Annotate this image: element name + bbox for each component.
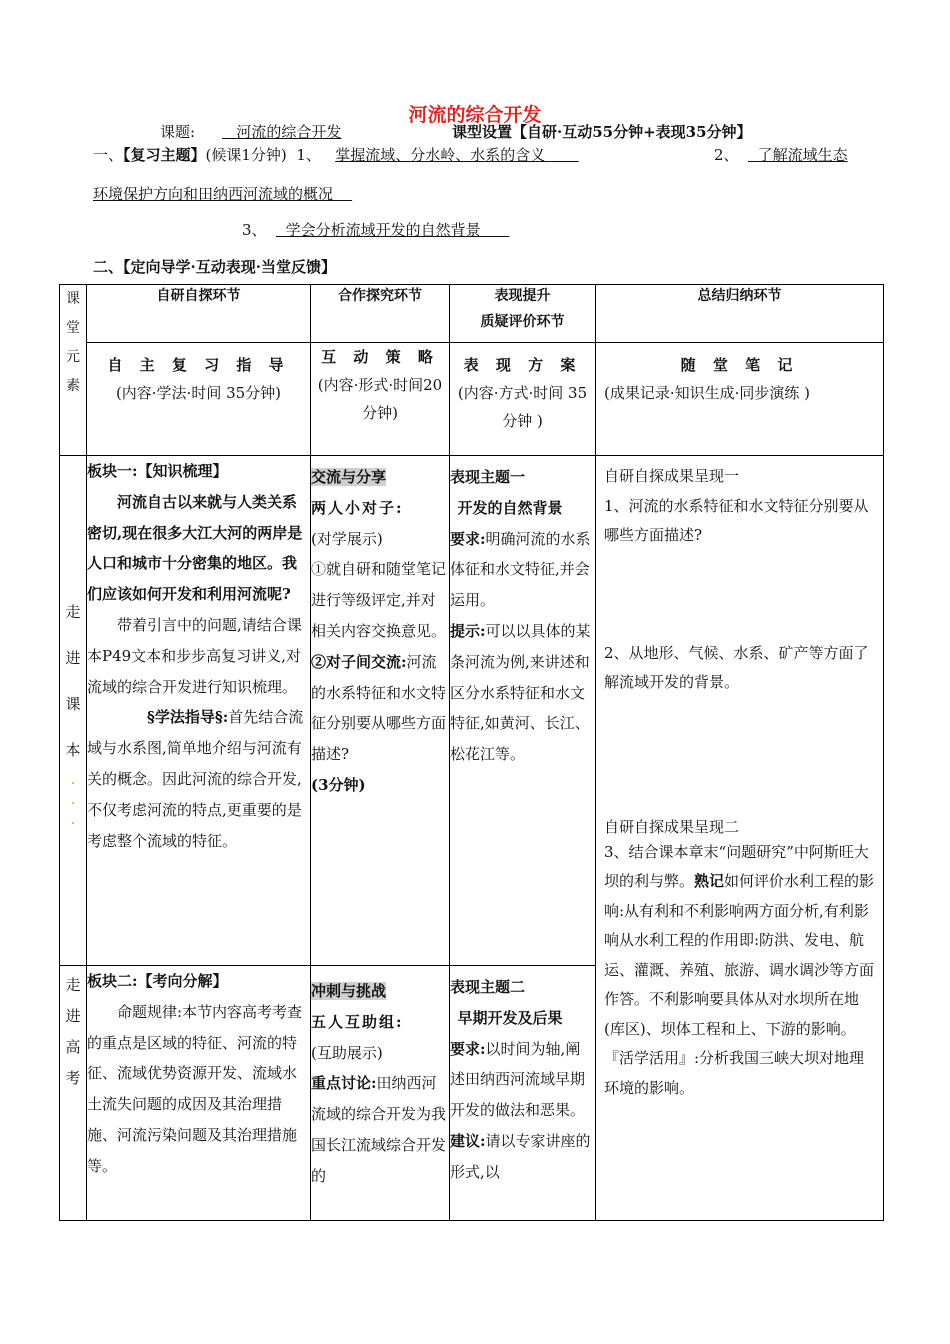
- notes-q3: [604, 838, 875, 1045]
- review-line-3: [242, 219, 509, 240]
- row-label-char: 课: [65, 694, 81, 713]
- show1-req-label: 要求:: [450, 529, 486, 548]
- review-heading: 【复习主题】: [123, 146, 206, 164]
- show2-requirement: [450, 1034, 595, 1126]
- show1-req-text: 明确河流的水系体征和水文特征,并会运用。: [450, 529, 591, 610]
- lesson-table: [59, 284, 884, 1221]
- notes-q3-bold: 熟记: [694, 872, 725, 890]
- coop1-step2-text: 河流的水系特征和水文特征分别要从哪些方面描述?: [311, 652, 447, 764]
- sub-cooperation-title: 互 动 策 略: [321, 348, 439, 366]
- method-label: §学法指导§:: [147, 708, 229, 727]
- row-head-char: 堂: [66, 320, 80, 336]
- sub-self-study-title: 自 主 复 习 指 导: [107, 356, 290, 374]
- show1-title: 表现主题一: [450, 468, 526, 486]
- col-head-performance: [450, 285, 596, 343]
- sub-performance-detail: (内容·方式·时间 35分钟 ): [457, 384, 588, 430]
- row-label-char: 进: [65, 648, 81, 667]
- col-head-performance-line2: 质疑评价环节: [480, 314, 565, 330]
- row-label-char: 走: [65, 976, 81, 994]
- col-head-performance-line1: 表现提升: [494, 288, 551, 304]
- review-time: (候课1分钟): [205, 146, 287, 164]
- subheader-row: [60, 343, 884, 456]
- coop2-step1-text: 田纳西河流域的综合开发为我国长江流域综合开发的: [311, 1074, 447, 1185]
- review-item2b: 环境保护方向和田纳西河流域的概况: [93, 185, 334, 203]
- show1-sub: 开发的自然背景: [457, 498, 563, 517]
- col-head-cooperation: 合作探究环节: [311, 285, 450, 343]
- row-label-char: 本: [65, 740, 81, 759]
- row-label-char: 高: [65, 1038, 81, 1056]
- col-head-self-study: 自研自探环节: [87, 285, 311, 343]
- sub-summary-title: 随 堂 笔 记: [680, 356, 799, 374]
- notes-heading-2: 自研自探成果呈现二: [604, 817, 740, 836]
- sub-performance: [450, 343, 596, 456]
- coop1-step1: ①就自研和随堂笔记进行等级评定,并对相关内容交换意见。: [311, 560, 447, 640]
- coop2-cell: [311, 966, 450, 1221]
- coop1-time: (3分钟): [311, 775, 366, 794]
- row-textbook: [60, 456, 884, 966]
- row-label-char: 走: [65, 602, 81, 621]
- coop1-cell: [311, 456, 450, 966]
- coop2-step1-label: 重点讨论:: [311, 1074, 377, 1093]
- show2-req-text: 以时间为轴,阐述田纳西河流域早期开发的做法和恶果。: [450, 1039, 586, 1120]
- header-row: [60, 285, 884, 343]
- show1-requirement: [450, 524, 595, 616]
- review-item2-num: 2、: [714, 146, 739, 164]
- section-2-heading: 二、【定向导学·互动表现·当堂反馈】: [93, 258, 336, 276]
- row-head-cell: [60, 285, 87, 456]
- coop2-mode: (互助展示): [311, 1043, 383, 1062]
- block1-cell: [87, 456, 311, 966]
- row-head-char: 素: [66, 378, 80, 394]
- notes-q3a: 3、结合课本章末“问题研究”中阿斯旺大坝的利与弊。: [604, 842, 869, 890]
- sub-summary-detail: (成果记录·知识生成·同步演练 ): [604, 384, 811, 402]
- show2-title: 表现主题二: [450, 978, 526, 996]
- review-item2a: 了解流域生态: [757, 146, 848, 164]
- method-text: 首先结合流域与水系图,简单地介绍与河流有关的概念。因此河流的综合开发,不仅考虑河流的特点,更重要的是考虑整个流域的特征。: [87, 708, 304, 850]
- row-head-char: 课: [66, 291, 80, 307]
- block1-task: 带着引言中的问题,请结合课本P49文本和步步高复习讲义,对流域的综合开发进行知识梳理。: [87, 615, 302, 696]
- show2-sug-text: 请以专家讲座的形式,以: [450, 1131, 591, 1181]
- row-label-char: 进: [65, 1007, 81, 1025]
- show2-suggestion: [450, 1126, 595, 1188]
- show2-cell: [450, 966, 596, 1221]
- block1-intro: 河流自古以来就与人类关系密切,现在很多大江大河的两岸是人口和城市十分密集的地区。我们应该如何开发和利用河流呢?: [87, 492, 303, 604]
- coop1-step2: [311, 647, 449, 770]
- show1-tip-label: 提示:: [450, 621, 486, 640]
- show2-req-label: 要求:: [450, 1039, 486, 1058]
- show2-sub: 早期开发及后果: [457, 1008, 563, 1027]
- coop2-tag: 冲刺与挑战: [311, 982, 387, 1000]
- notes-q2: 2、从地形、气候、水系、矿产等方面了解流域开发的背景。: [604, 643, 869, 691]
- sub-cooperation-detail: (内容·形式·时间20分钟): [317, 376, 443, 422]
- page-title: 河流的综合开发: [408, 104, 542, 126]
- row-textbook-label: 走 进 课 本 · · ·: [60, 456, 87, 966]
- block1-method: [87, 702, 310, 856]
- coop2-head: 五人互助组:: [311, 1012, 404, 1031]
- coop1-tag: 交流与分享: [311, 468, 387, 486]
- notes-q1: 1、河流的水系特征和水文特征分别要从哪些方面描述?: [604, 496, 869, 544]
- sub-self-study-detail: (内容·学法·时间 35分钟): [115, 384, 282, 402]
- row-exam-label: [60, 966, 87, 1221]
- course-type: 课型设置【自研·互动55分钟+表现35分钟】: [452, 123, 752, 141]
- notes-heading-1: 自研自探成果呈现一: [604, 467, 740, 485]
- review-line-1b: [714, 144, 848, 165]
- sub-performance-title: 表 现 方 案: [463, 356, 582, 374]
- coop1-step2-label: ②对子间交流:: [311, 652, 407, 671]
- topic-name-text: 河流的综合开发: [236, 123, 342, 141]
- review-item3: 学会分析流域开发的自然背景: [285, 221, 481, 239]
- notes-q3b: 如何评价水利工程的影响:从有利和不利影响两方面分析,有利影响从水利工程的作用即:防洪、发电、航运、灌溉、养殖、旅游、调水调沙等方面作答。不利影响要具体从对水坝所在地(库区)、坝体工程和上、下游的影响。: [604, 872, 875, 1038]
- sub-summary: [596, 343, 884, 456]
- topic-label: 课题:: [160, 123, 196, 141]
- block1-title: 板块一:【知识梳理】: [87, 462, 228, 480]
- show2-sug-label: 建议:: [450, 1131, 486, 1150]
- show1-tip: [450, 616, 595, 770]
- notes-q4: 『活学活用』:分析我国三峡大坝对地理环境的影响。: [604, 1049, 865, 1097]
- coop1-head: 两人小对子:: [311, 498, 404, 517]
- row-head-char: 元: [66, 349, 80, 365]
- block2-text: 命题规律:本节内容高考考查的重点是区域的特征、河流的特征、流域优势资源开发、流域水土流失问题的成因及其治理措施、河流污染问题及其治理措施等。: [87, 1002, 303, 1175]
- review-line-1: [93, 144, 579, 165]
- review-item1: 掌握流域、分水岭、水系的含义: [335, 146, 546, 164]
- review-item1-num: 1、: [296, 146, 321, 164]
- show1-cell: [450, 456, 596, 966]
- review-item3-num: 3、: [242, 221, 267, 239]
- review-line-2: [93, 183, 352, 204]
- col-head-summary: 总结归纳环节: [596, 285, 884, 343]
- row-label-char: 考: [65, 1069, 81, 1087]
- block2-title: 板块二:【考向分解】: [87, 972, 228, 990]
- sub-self-study: [87, 343, 311, 456]
- show1-tip-text: 可以以具体的某条河流为例,来讲述和区分水系特征和水文特征,如黄河、长江、松花江等。: [450, 621, 591, 764]
- coop1-mode: (对学展示): [311, 529, 383, 548]
- review-heading-num: 一、: [93, 146, 124, 164]
- block2-cell: [87, 966, 311, 1221]
- coop2-step1: [311, 1068, 449, 1191]
- notes-cell: [596, 456, 884, 1221]
- sub-cooperation: [311, 343, 450, 456]
- topic-name: [222, 121, 365, 142]
